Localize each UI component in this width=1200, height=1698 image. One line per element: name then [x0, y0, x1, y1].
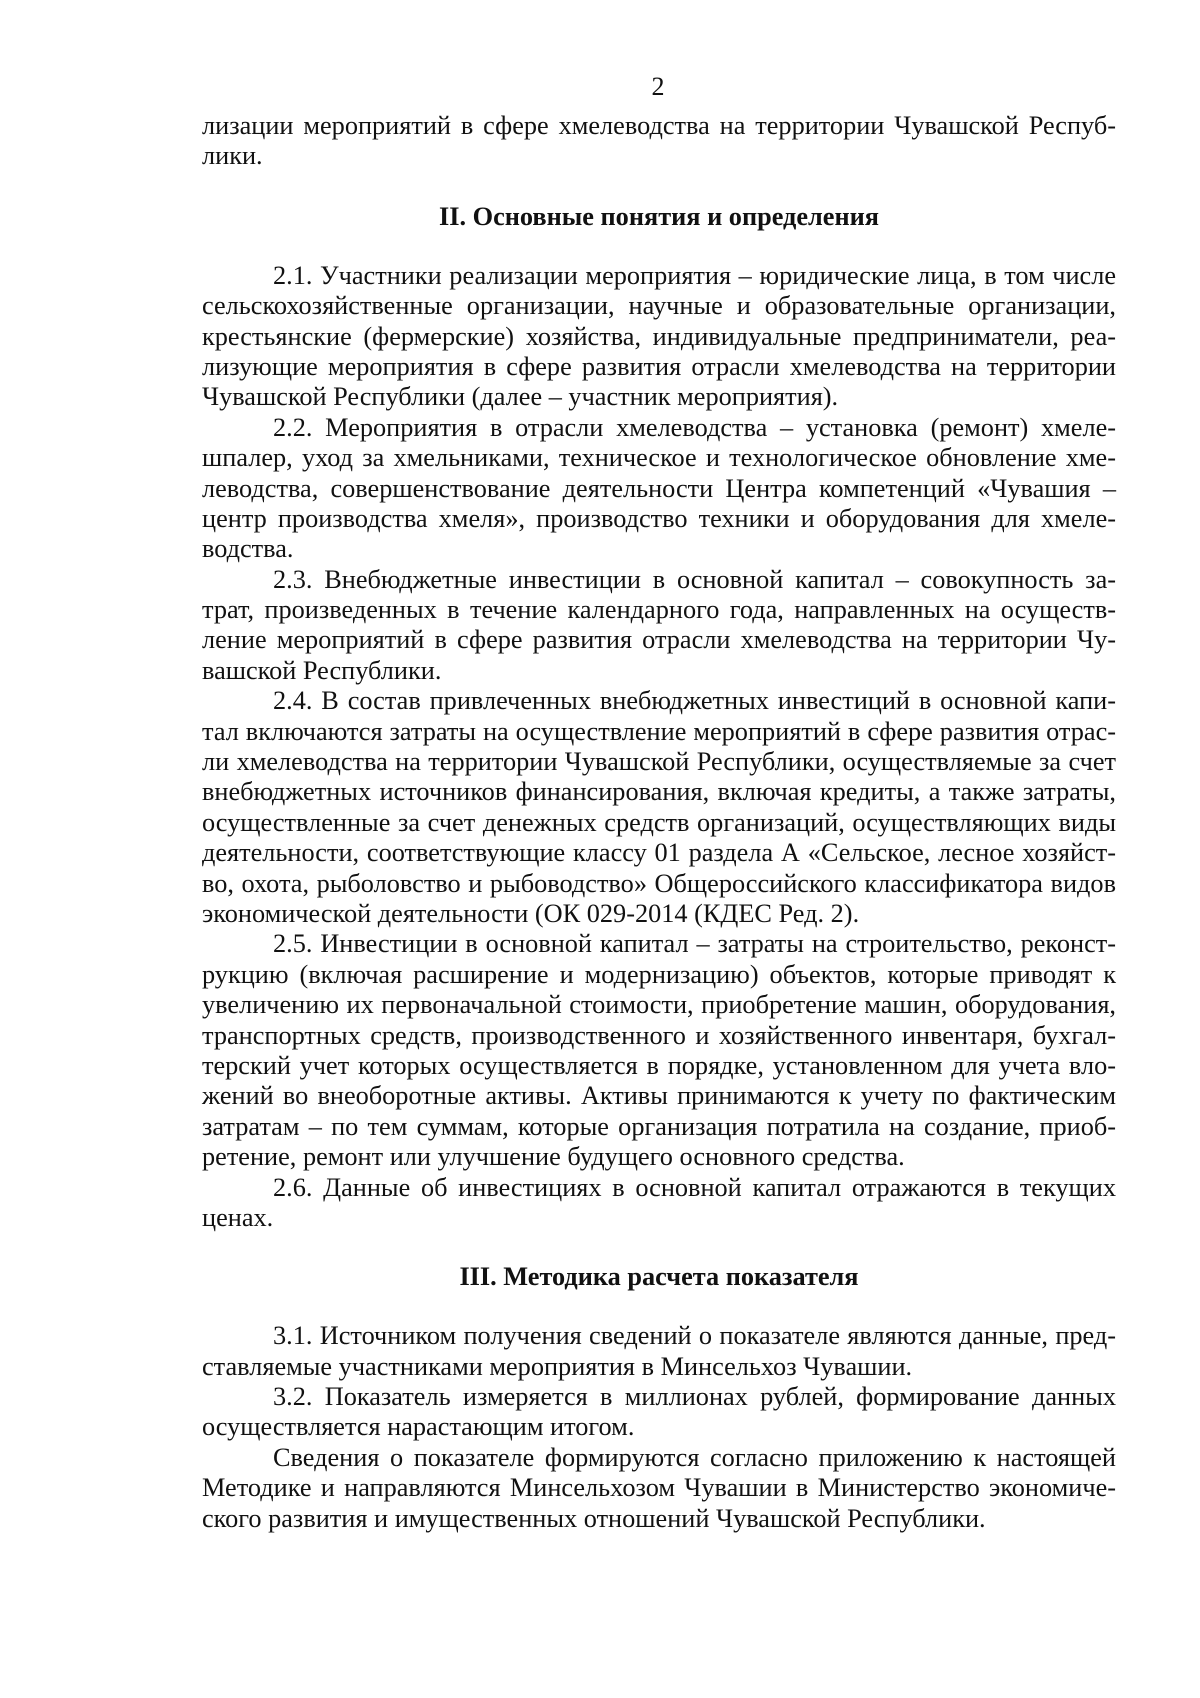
text-line: лизации мероприятий в сфере хмелеводства на территории Чувашской Респуб- — [202, 111, 1116, 140]
paragraph-2-2 — [202, 413, 1116, 565]
document-body — [202, 111, 1116, 1534]
paragraph-3-1 — [202, 1321, 1116, 1382]
section-spacer — [202, 1293, 1116, 1321]
text-line: осуществляется нарастающим итогом. — [202, 1412, 635, 1442]
paragraph-2-6 — [202, 1173, 1116, 1234]
text-line: увеличению их первоначальной стоимости, приобретение машин, оборудования, — [202, 990, 1116, 1020]
text-line: 2.6. Данные об инвестициях в основной капитал отражаются в текущих — [273, 1172, 1116, 1202]
section-spacer — [202, 1233, 1116, 1261]
section-heading-3: III. Методика расчета показателя — [459, 1262, 859, 1292]
paragraph-2-3 — [202, 565, 1116, 687]
text-line: внебюджетных источников финансирования, включая кредиты, а также затраты, — [202, 777, 1116, 807]
text-line: ставляемые участниками мероприятия в Минсельхоз Чувашии. — [202, 1351, 913, 1381]
paragraph-intro-continued — [202, 111, 1116, 172]
text-line: сельскохозяйственные организации, научные и образовательные организации, — [202, 291, 1116, 321]
section-spacer — [202, 172, 1116, 201]
text-line: 3.2. Показатель измеряется в миллионах рублей, формирование данных — [273, 1382, 1116, 1412]
text-line: трат, произведенных в течение календарного года, направленных на осуществ- — [202, 595, 1116, 625]
text-line: экономической деятельности (ОК 029-2014 (КДЕС Ред. 2). — [202, 898, 860, 928]
text-line: водства. — [202, 534, 294, 564]
text-line: жений во внеоборотные активы. Активы принимаются к учету по фактическим — [202, 1081, 1116, 1111]
text-line: во, охота, рыболовство и рыбоводство» Общероссийского классификатора видов — [202, 868, 1116, 898]
text-line: лики. — [202, 141, 263, 171]
paragraph-2-1 — [202, 261, 1116, 413]
text-line: ценах. — [202, 1202, 274, 1232]
text-line: 2.1. Участники реализации мероприятия – юридические лица, в том числе — [273, 260, 1116, 290]
text-line: Методике и направляются Минсельхозом Чувашии в Министерство экономиче- — [202, 1473, 1116, 1503]
text-line: крестьянские (фермерские) хозяйства, индивидуальные предприниматели, реа- — [202, 321, 1116, 351]
text-line: ского развития и имущественных отношений Чувашской Республики. — [202, 1503, 986, 1533]
text-line: 2.2. Мероприятия в отрасли хмелеводства – установка (ремонт) хмеле- — [273, 412, 1116, 442]
text-line: 2.3. Внебюджетные инвестиции в основной капитал – совокупность за- — [273, 564, 1116, 594]
page-number: 2 — [651, 72, 665, 101]
text-line: тал включаются затраты на осуществление мероприятий в сфере развития отрас- — [202, 716, 1116, 746]
text-line: деятельности, соответствующие классу 01 раздела А «Сельское, лесное хозяйст- — [202, 838, 1116, 868]
text-line: рукцию (включая расширение и модернизацию) объектов, которые приводят к — [202, 959, 1116, 989]
text-line: 2.5. Инвестиции в основной капитал – затраты на строительство, реконст- — [273, 929, 1116, 959]
paragraph-3-3 — [202, 1443, 1116, 1534]
text-line: транспортных средств, производственного и хозяйственного инвентаря, бухгал- — [202, 1020, 1116, 1050]
text-line: затратам – по тем суммам, которые организация потратила на создание, приоб- — [202, 1111, 1116, 1141]
text-line: леводства, совершенствование деятельности Центра компетенций «Чувашия – — [202, 473, 1116, 503]
paragraph-2-5 — [202, 929, 1116, 1172]
text-line: ление мероприятий в сфере развития отрасли хмелеводства на территории Чу- — [202, 625, 1116, 655]
text-line: вашской Республики. — [202, 655, 442, 685]
section-spacer — [202, 233, 1116, 261]
text-line: ретение, ремонт или улучшение будущего основного средства. — [202, 1142, 905, 1172]
paragraph-3-2 — [202, 1382, 1116, 1443]
text-line: шпалер, уход за хмельниками, техническое и технологическое обновление хме- — [202, 443, 1116, 473]
text-line: центр производства хмеля», производство техники и оборудования для хмеле- — [202, 503, 1116, 533]
text-line: Сведения о показателе формируются согласно приложению к настоящей — [273, 1442, 1116, 1472]
text-line: осуществленные за счет денежных средств организаций, осуществляющих виды — [202, 807, 1116, 837]
text-line: Чувашской Республики (далее – участник мероприятия). — [202, 382, 839, 412]
paragraph-2-4 — [202, 686, 1116, 929]
text-line: 2.4. В состав привлеченных внебюджетных инвестиций в основной капи- — [273, 686, 1116, 716]
section-heading-2: II. Основные понятия и определения — [439, 201, 879, 231]
text-line: ли хмелеводства на территории Чувашской Республики, осуществляемые за счет — [202, 747, 1116, 777]
text-line: лизующие мероприятия в сфере развития отрасли хмелеводства на территории — [202, 351, 1116, 381]
text-line: терский учет которых осуществляется в порядке, установленном для учета вло- — [202, 1050, 1116, 1080]
text-line: 3.1. Источником получения сведений о показателе являются данные, пред- — [273, 1321, 1116, 1351]
